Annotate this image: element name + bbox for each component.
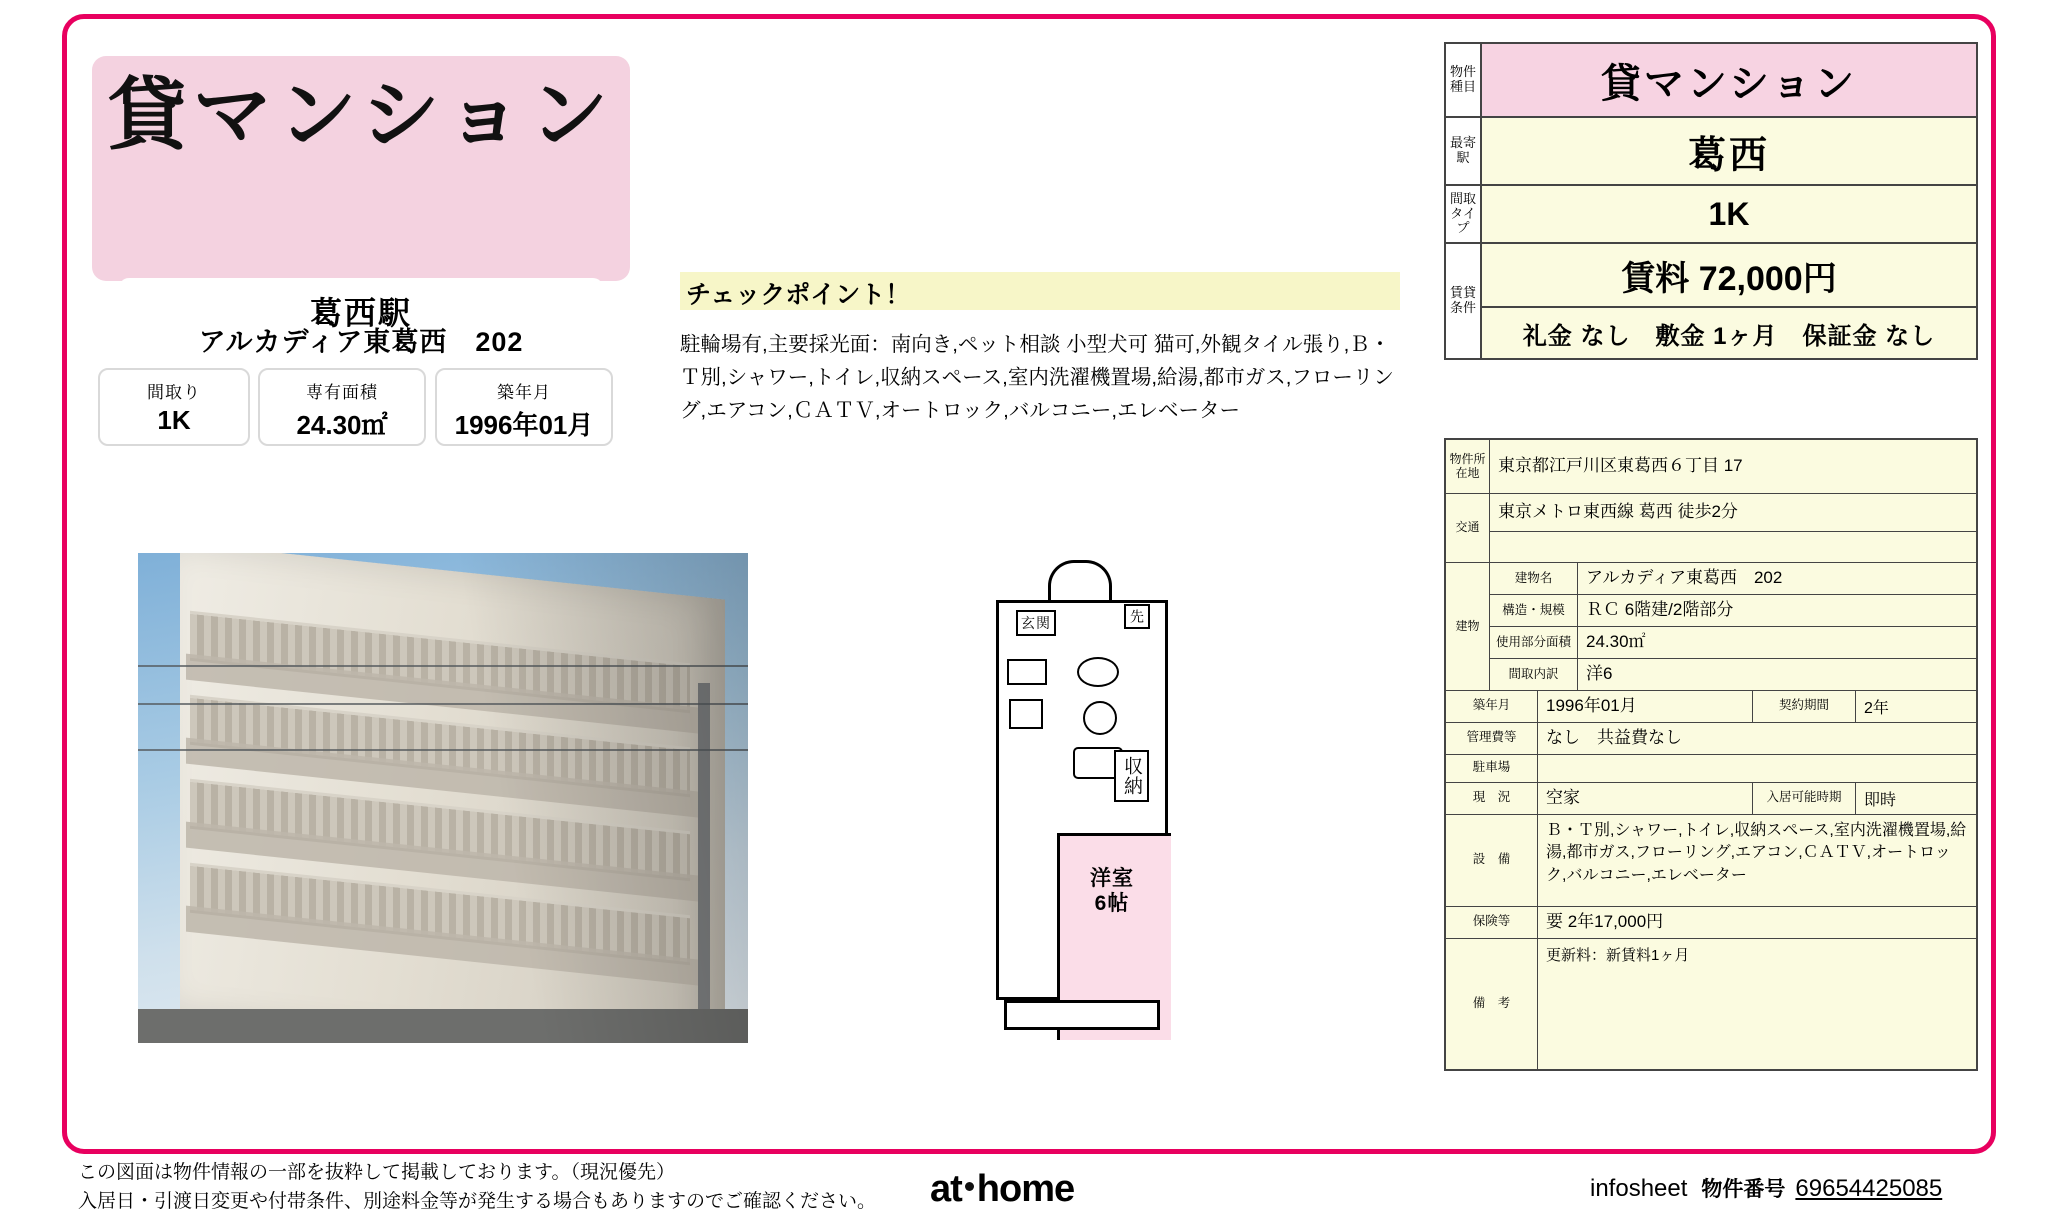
plan-entrance-tag: 玄関 bbox=[1016, 610, 1056, 636]
spec-summary-row bbox=[98, 368, 638, 446]
summary-row-type bbox=[1446, 44, 1976, 118]
spec-area-label: 専有面積 bbox=[306, 383, 378, 402]
detail-built-value: 1996年01月 bbox=[1546, 695, 1637, 715]
detail-status-value: 空家 bbox=[1546, 787, 1580, 807]
detail-status-split bbox=[1538, 783, 1976, 814]
detail-insurance-label: 保険等 bbox=[1446, 907, 1538, 938]
athome-logo-dot-icon bbox=[965, 1182, 974, 1191]
summary-row-station bbox=[1446, 118, 1976, 186]
plan-sink-icon bbox=[1007, 659, 1047, 685]
detail-layout-value: 洋6 bbox=[1586, 663, 1613, 683]
summary-rent-value: 賃料 72,000円 bbox=[1482, 244, 1976, 306]
summary-deposit-value: 礼金 なし 敷金 1ヶ月 保証金 なし bbox=[1482, 306, 1976, 358]
detail-building-label: 建物 bbox=[1446, 563, 1490, 690]
spec-built-value: 1996年01月 bbox=[454, 410, 594, 440]
detail-access-value-2 bbox=[1490, 532, 1976, 562]
property-number-label: 物件番号 bbox=[1701, 1178, 1786, 1201]
detail-status-label: 現 況 bbox=[1446, 783, 1538, 814]
plan-room-label-line2: 6帖 bbox=[1094, 892, 1130, 916]
property-type-banner bbox=[92, 56, 630, 331]
plan-entry-alcove bbox=[1048, 560, 1112, 602]
detail-parking-label: 駐車場 bbox=[1446, 755, 1538, 782]
detail-building-name-row bbox=[1490, 563, 1976, 595]
athome-logo-home: home bbox=[976, 1168, 1075, 1210]
detail-row-access bbox=[1446, 494, 1976, 563]
detail-mgmt-label: 管理費等 bbox=[1446, 723, 1538, 754]
detail-access-value: 東京メトロ東西線 葛西 徒歩2分 bbox=[1498, 502, 1738, 522]
plan-washbasin-icon bbox=[1077, 657, 1119, 687]
plan-room-label bbox=[1058, 866, 1166, 916]
detail-access-line1 bbox=[1490, 494, 1976, 532]
detail-access-line2 bbox=[1490, 532, 1976, 562]
building-photo bbox=[138, 553, 748, 1043]
detail-building-stack bbox=[1490, 563, 1976, 690]
photo-shading bbox=[138, 553, 748, 1043]
summary-row-type-value: 貸マンション bbox=[1482, 44, 1976, 116]
detail-area-value: 24.30㎡ bbox=[1586, 631, 1646, 651]
detail-area-label: 使用部分面積 bbox=[1490, 627, 1578, 658]
detail-insurance-value: 要 2年17,000円 bbox=[1546, 911, 1664, 931]
spec-built-label: 築年月 bbox=[497, 383, 551, 402]
summary-row-station-value: 葛西 bbox=[1482, 118, 1976, 184]
spec-layout-value: 1K bbox=[157, 405, 191, 435]
infosheet-footer bbox=[1590, 1173, 1942, 1203]
detail-mgmt-value: なし 共益費なし bbox=[1546, 727, 1682, 747]
detail-movein-value: 即時 bbox=[1864, 791, 1897, 809]
detail-access-stack bbox=[1490, 494, 1976, 562]
summary-row-layout bbox=[1446, 186, 1976, 244]
spec-built bbox=[435, 368, 613, 446]
detail-movein-label: 入居可能時期 bbox=[1752, 783, 1856, 814]
plan-front-tag: 先 bbox=[1124, 604, 1150, 629]
summary-row-layout-value: 1K bbox=[1482, 186, 1976, 242]
detail-layout-row bbox=[1490, 659, 1976, 690]
detail-contract-value: 2年 bbox=[1864, 699, 1889, 717]
spec-area-value: 24.30㎡ bbox=[296, 410, 388, 440]
detail-access-label: 交通 bbox=[1446, 494, 1490, 562]
plan-balcony bbox=[1004, 1000, 1160, 1030]
detail-row-parking bbox=[1446, 755, 1976, 783]
building-name-heading: アルカディア東葛西 202 bbox=[198, 327, 524, 357]
detail-address-label: 物件所在地 bbox=[1446, 440, 1490, 493]
summary-row-layout-label: 間取タイプ bbox=[1446, 186, 1482, 242]
detail-layout-label: 間取内訳 bbox=[1490, 659, 1578, 690]
plan-closet-tag: 収納 bbox=[1114, 750, 1149, 802]
athome-logo-at: at bbox=[930, 1168, 962, 1210]
detail-row-status bbox=[1446, 783, 1976, 815]
spec-area bbox=[258, 368, 426, 446]
summary-conditions-stack bbox=[1482, 244, 1976, 358]
floor-plan-diagram bbox=[996, 560, 1168, 1040]
spec-layout bbox=[98, 368, 250, 446]
plan-toilet-icon bbox=[1083, 701, 1117, 735]
detail-structure-value: ＲＣ 6階建/2階部分 bbox=[1586, 599, 1734, 619]
check-point-body: 駐輪場有,主要採光面：南向き,ペット相談 小型犬可 猫可,外観タイル張り,Ｂ・Ｔ別,シャワー,トイレ,収納スペース,室内洗濯機置場,給湯,都市ガス,フローリング,エアコン,ＣＡＴＶ,オートロック,バルコニー,エレベーター bbox=[680, 333, 1394, 423]
detail-remarks-label: 備 考 bbox=[1446, 939, 1538, 1069]
summary-row-conditions bbox=[1446, 244, 1976, 358]
check-point-heading bbox=[680, 272, 1400, 310]
athome-logo bbox=[930, 1168, 1074, 1211]
property-number-value: 69654425085 bbox=[1795, 1175, 1943, 1202]
property-type-title: 貸マンション bbox=[107, 70, 615, 159]
detail-parking-value bbox=[1538, 755, 1976, 782]
detail-address-value: 東京都江戸川区東葛西６丁目 17 bbox=[1498, 456, 1743, 476]
detail-row-building bbox=[1446, 563, 1976, 691]
spec-layout-label: 間取り bbox=[147, 383, 201, 402]
detail-building-name-value: アルカディア東葛西 202 bbox=[1586, 568, 1783, 587]
detail-structure-row bbox=[1490, 595, 1976, 627]
detail-row-address bbox=[1446, 440, 1976, 494]
plan-room-label-line1: 洋室 bbox=[1090, 867, 1134, 890]
detail-row-remarks bbox=[1446, 939, 1976, 1069]
check-point-heading-text: チェックポイント！ bbox=[686, 281, 911, 309]
detail-contract-label: 契約期間 bbox=[1752, 691, 1856, 722]
detail-table bbox=[1444, 438, 1978, 1071]
summary-row-conditions-label: 賃貸条件 bbox=[1446, 244, 1482, 358]
detail-building-name-label: 建物名 bbox=[1490, 563, 1578, 594]
detail-built-split bbox=[1538, 691, 1976, 722]
detail-row-insurance bbox=[1446, 907, 1976, 939]
detail-row-mgmt bbox=[1446, 723, 1976, 755]
summary-row-station-label: 最寄駅 bbox=[1446, 118, 1482, 184]
detail-structure-label: 構造・規模 bbox=[1490, 595, 1578, 626]
station-name: 葛西駅 bbox=[309, 295, 412, 331]
infosheet-label: infosheet bbox=[1590, 1175, 1688, 1202]
summary-row-type-label: 物件種目 bbox=[1446, 44, 1482, 116]
detail-row-equipment bbox=[1446, 815, 1976, 907]
detail-equipment-value: Ｂ・Ｔ別,シャワー,トイレ,収納スペース,室内洗濯機置場,給湯,都市ガス,フローリング,エアコン,ＣＡＴＶ,オートロック,バルコニー,エレベーター bbox=[1546, 821, 1967, 884]
detail-area-row bbox=[1490, 627, 1976, 659]
footer-disclaimer bbox=[78, 1158, 876, 1217]
footer-disclaimer-line1: この図面は物件情報の一部を抜粋して掲載しております。（現況優先） bbox=[78, 1162, 675, 1183]
plan-stove-icon bbox=[1009, 699, 1043, 729]
detail-built-label: 築年月 bbox=[1446, 691, 1538, 722]
summary-table bbox=[1444, 42, 1978, 360]
footer-disclaimer-line2: 入居日・引渡日変更や付帯条件、別途料金等が発生する場合もありますのでご確認ください。 bbox=[78, 1191, 877, 1213]
detail-equipment-label: 設 備 bbox=[1446, 815, 1538, 906]
detail-remarks-value: 更新料：新賃料1ヶ月 bbox=[1546, 946, 1690, 964]
detail-row-built bbox=[1446, 691, 1976, 723]
